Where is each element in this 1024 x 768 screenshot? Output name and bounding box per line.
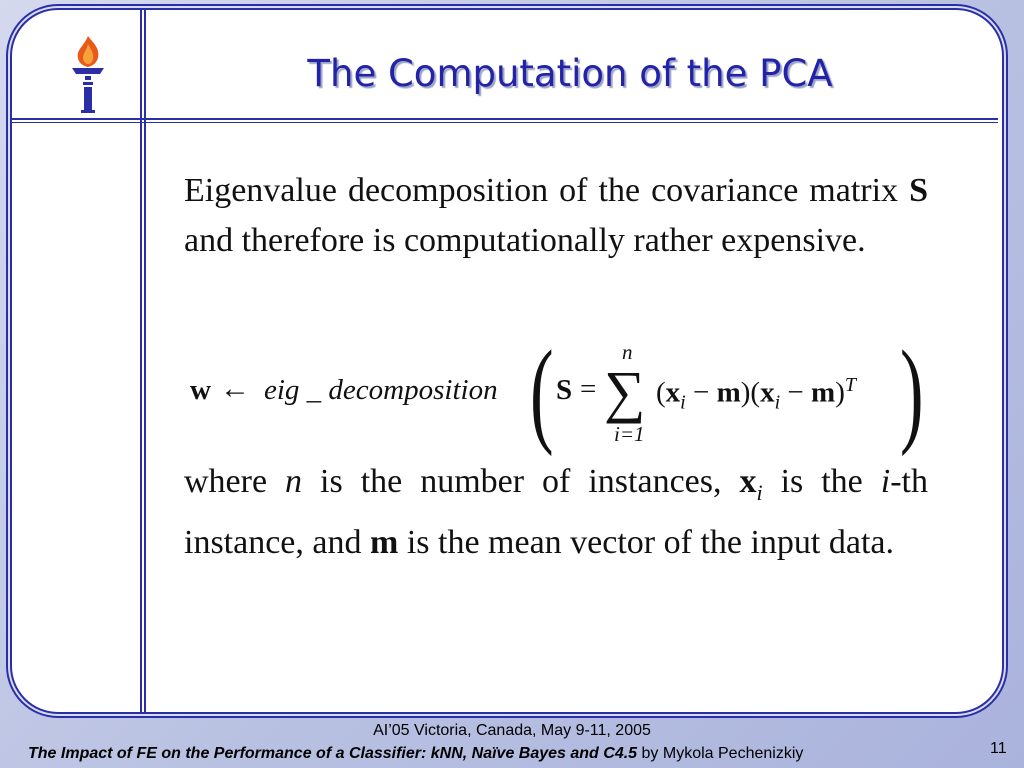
- formula-sum-lower: i=1: [614, 422, 645, 446]
- formula-w: w: [190, 374, 211, 406]
- para2-text-1: where: [184, 463, 286, 500]
- paragraph-eigen-decomposition: [184, 166, 928, 266]
- formula-function-name: eig _ decomposition: [264, 374, 498, 406]
- symbol-n: n: [285, 463, 303, 500]
- footer-author: by Mykola Pechenizkiy: [637, 745, 804, 762]
- frame-vertical-line-inner: [144, 10, 146, 712]
- footer-citation: [28, 745, 803, 763]
- formula-s: S: [556, 374, 573, 406]
- frame-horizontal-line-inner: [12, 122, 998, 123]
- formula-right-paren: ): [900, 326, 924, 457]
- symbol-x: x: [739, 463, 757, 500]
- formula-sum-upper: n: [622, 340, 633, 364]
- symbol-i: i: [880, 463, 891, 500]
- slide-title: The Computation of the PCA: [307, 52, 833, 95]
- para2-text-3: is the: [762, 463, 881, 500]
- paragraph-definitions: [184, 457, 928, 568]
- formula-left-paren: (: [530, 326, 554, 457]
- formula-arrow: ←: [220, 372, 250, 405]
- frame-horizontal-line: [12, 118, 998, 120]
- para2-text-5: is the mean vector of the input data.: [398, 523, 895, 561]
- footer-paper-title: The Impact of FE on the Performance of a Classifier: kNN, Naïve Bayes and C4.5: [28, 745, 638, 762]
- page-number: 11: [990, 740, 1007, 757]
- formula-sum: ∑: [604, 359, 646, 424]
- frame-vertical-line: [140, 10, 142, 712]
- para1-text-1: Eigenvalue decomposition of the covariance matrix: [184, 172, 910, 209]
- pca-formula: [190, 326, 930, 457]
- para2-text-4: -th instance, and: [184, 463, 928, 561]
- covariance-symbol-s: S: [909, 172, 928, 209]
- formula-term: $(x_i - m)(x_i - m)^T$: [656, 374, 856, 414]
- footer-conference: AI’05 Victoria, Canada, May 9-11, 2005: [373, 722, 651, 739]
- para2-text-2: is the number of instances,: [302, 463, 740, 500]
- formula-equals: =: [580, 373, 597, 405]
- para1-text-2: and therefore is computationally rather expensive.: [184, 222, 866, 259]
- torch-logo-icon: [66, 34, 110, 114]
- symbol-x-subscript: i: [756, 479, 763, 505]
- symbol-m: m: [370, 523, 399, 561]
